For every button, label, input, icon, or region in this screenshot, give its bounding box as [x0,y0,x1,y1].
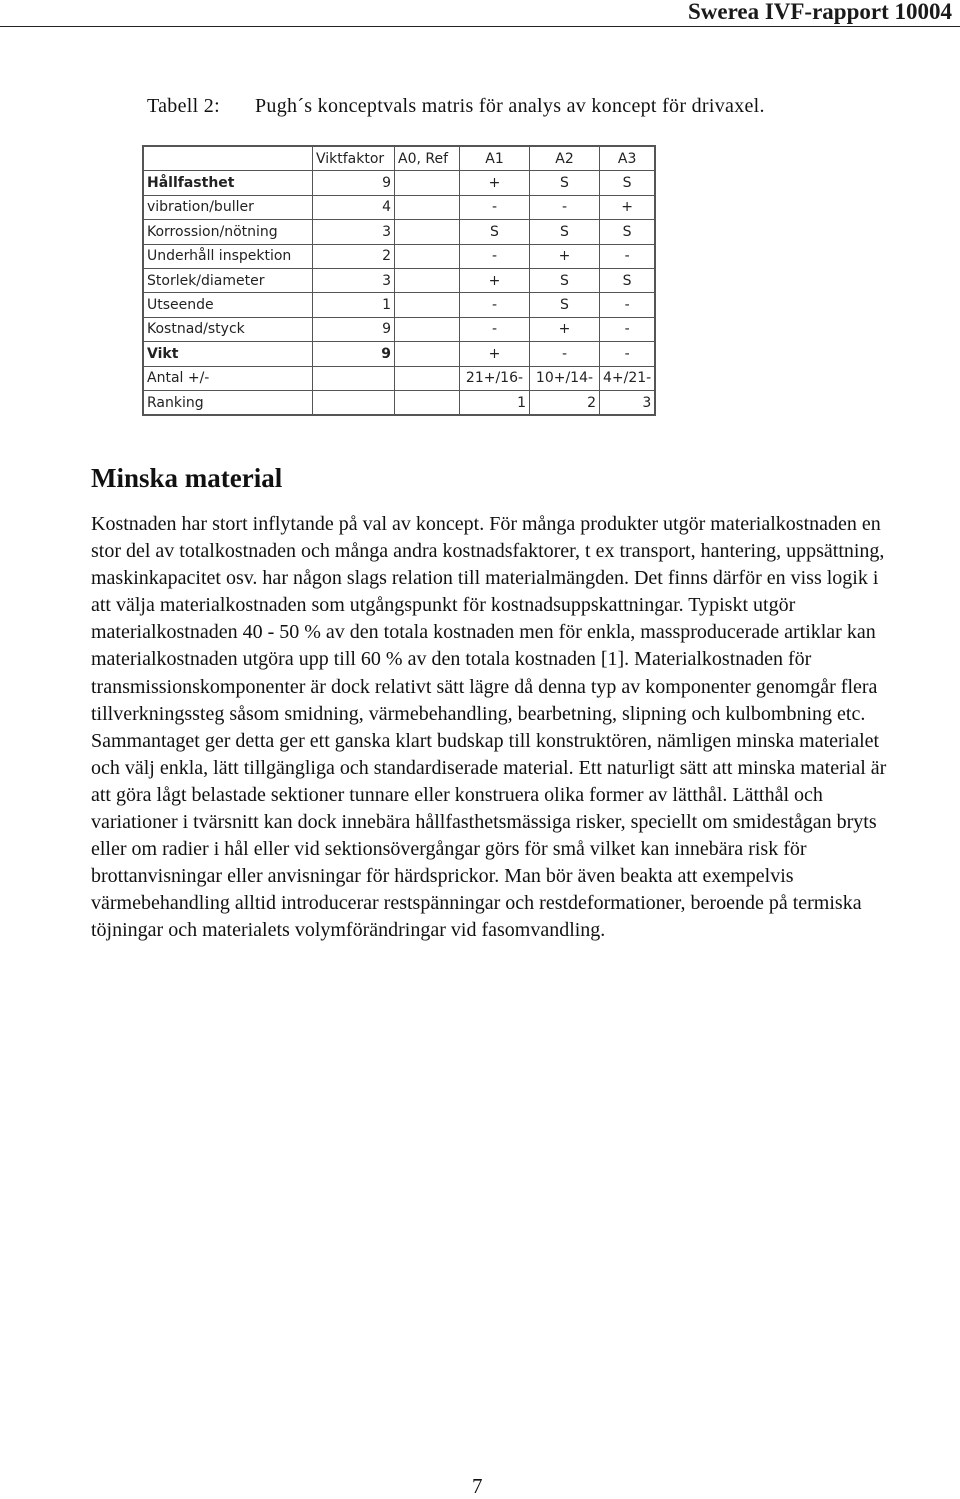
table-row [143,390,655,415]
ref-cell [395,293,460,317]
table-header-cell: A3 [600,146,656,171]
page-header [0,0,960,27]
page-number: 7 [472,1474,483,1498]
table-row [143,366,655,390]
a3-cell: S [600,171,656,195]
pugh-matrix-table [142,145,656,416]
weight-cell [313,390,395,415]
weight-cell [313,366,395,390]
ref-cell [395,366,460,390]
ref-cell [395,171,460,195]
a1-cell: + [460,171,530,195]
criterion-cell: Antal +/- [143,366,313,390]
table-header-cell: A0, Ref [395,146,460,171]
criterion-cell: vibration/buller [143,195,313,219]
a2-cell: - [530,342,600,366]
body-paragraph: Kostnaden har stort inflytande på val av koncept. För många produkter utgör materialkostnaden en stor del av totalkostnaden och många andra kostnadsfaktorer, t ex transport, hantering, uppsättning, maskinkapacitet osv. har någon slags relation till materialmängden. Det finns därför en viss logik i att välja materialkostnaden som utgångspunkt för kostnadsuppskattningar. Typiskt utgör materialkostnaden 40 - 50 % av den totala kostnaden men för enkla, massproducerade artiklar kan materialkostnaden utgöra upp till 60 % av den totala kostnaden [1]. Materialkostnaden för transmissionskomponenter är dock relativt sätt lägre då denna typ av komponenter genomgår flera tillverkningssteg såsom smidning, värmebehandling, bearbetning, slipning och kulbombning etc. Sammantaget ger detta ger ett ganska klart budskap till konstruktören, nämligen minska materialet och välj enkla, lätt tillgängliga och standardiserade material. Ett naturligt sätt att minska material är att göra lågt belastade sektioner tunnare eller konstruera olika former av lätthål. Lätthål och variationer i tvärsnitt kan dock innebära hållfasthetsmässiga risker, speciellt om smidestågan bryts eller om radier i hål eller vid sektionsövergångar görs för små vilket kan innebära risk för brottanvisningar eller anvisningar för härdsprickor. Man bör även beakta att exempelvis värmebehandling alltid introducerar restspänningar och restdeformationer, beroende på termiska töjningar och materialets volymförändringar vid fasomvandling. [91,513,887,942]
a2-cell: 2 [530,390,600,415]
ref-cell [395,268,460,292]
table-row [143,195,655,219]
table-caption [147,95,765,118]
a3-cell: - [600,293,656,317]
criterion-cell: Hållfasthet [143,171,313,195]
a3-cell: - [600,244,656,268]
a2-cell: S [530,268,600,292]
ref-cell [395,342,460,366]
a3-cell: 3 [600,390,656,415]
a1-cell: S [460,220,530,244]
a3-cell: 4+/21- [600,366,656,390]
criterion-cell: Kostnad/styck [143,317,313,341]
ref-cell [395,195,460,219]
a3-cell: - [600,342,656,366]
criterion-cell: Storlek/diameter [143,268,313,292]
a1-cell: 21+/16- [460,366,530,390]
table-caption-label: Tabell 2: [147,95,220,117]
a2-cell: S [530,220,600,244]
weight-cell: 2 [313,244,395,268]
ref-cell [395,244,460,268]
table-header-cell: A1 [460,146,530,171]
weight-cell: 4 [313,195,395,219]
a1-cell: - [460,195,530,219]
criterion-cell: Utseende [143,293,313,317]
table-row [143,342,655,366]
section-heading: Minska material [91,463,283,493]
a3-cell: S [600,268,656,292]
a1-cell: - [460,317,530,341]
a3-cell: + [600,195,656,219]
a2-cell: S [530,293,600,317]
a2-cell: - [530,195,600,219]
a1-cell: - [460,293,530,317]
table-row [143,171,655,195]
a2-cell: + [530,244,600,268]
a3-cell: - [600,317,656,341]
table-caption-text: Pugh´s konceptvals matris för analys av koncept för drivaxel. [255,95,765,117]
table-header-cell [143,146,313,171]
table-row [143,220,655,244]
a1-cell: - [460,244,530,268]
table-row [143,317,655,341]
a2-cell: S [530,171,600,195]
criterion-cell: Ranking [143,390,313,415]
ref-cell [395,220,460,244]
table-row [143,244,655,268]
table-row [143,268,655,292]
a2-cell: + [530,317,600,341]
a1-cell: + [460,268,530,292]
table-header-row [143,146,655,171]
weight-cell: 3 [313,220,395,244]
weight-cell: 3 [313,268,395,292]
criterion-cell: Underhåll inspektion [143,244,313,268]
criterion-cell: Korrossion/nötning [143,220,313,244]
a3-cell: S [600,220,656,244]
table-header-cell: A2 [530,146,600,171]
criterion-cell: Vikt [143,342,313,366]
a2-cell: 10+/14- [530,366,600,390]
weight-cell: 1 [313,293,395,317]
report-title: Swerea IVF-rapport 10004 [687,0,952,24]
weight-cell: 9 [313,342,395,366]
a1-cell: 1 [460,390,530,415]
ref-cell [395,317,460,341]
weight-cell: 9 [313,171,395,195]
table-header-cell: Viktfaktor [313,146,395,171]
a1-cell: + [460,342,530,366]
weight-cell: 9 [313,317,395,341]
table-row [143,293,655,317]
ref-cell [395,390,460,415]
